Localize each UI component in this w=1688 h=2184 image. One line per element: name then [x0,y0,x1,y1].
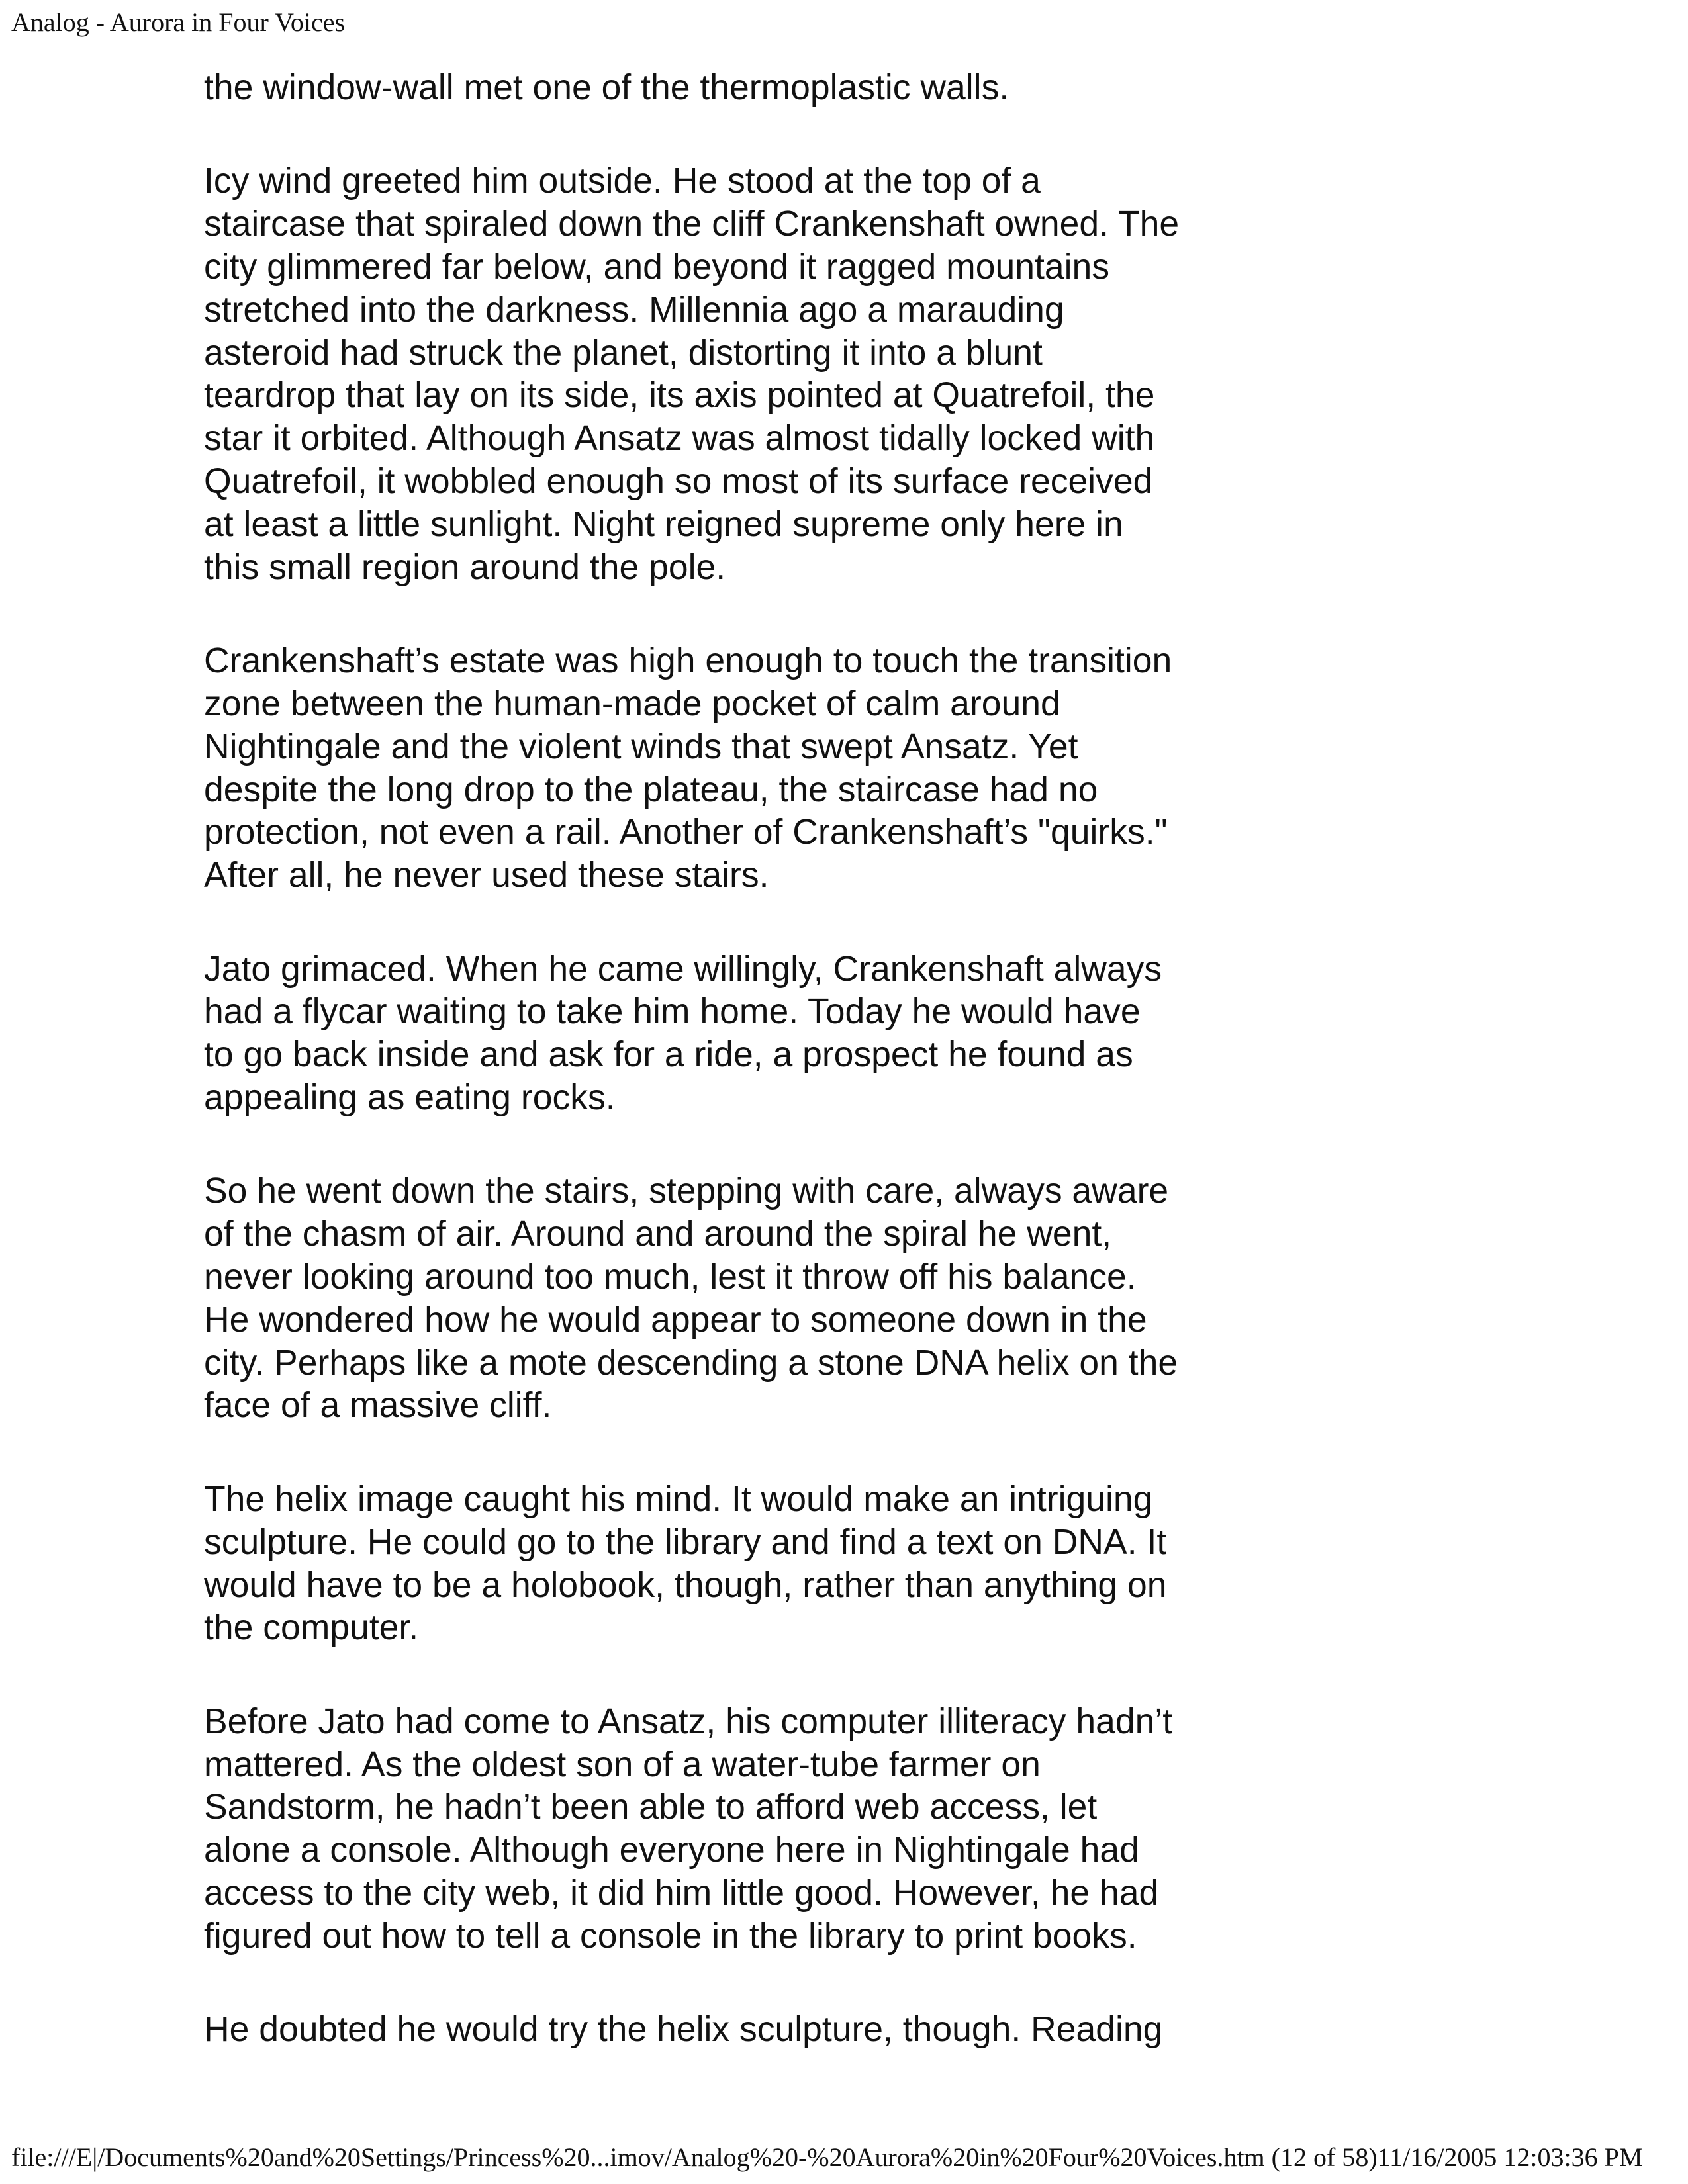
text-line: despite the long drop to the plateau, the staircase had no [204,770,1098,809]
text-line: to go back inside and ask for a ride, a prospect he found as [204,1035,1133,1075]
text-line: He wondered how he would appear to someone down in the [204,1300,1147,1340]
text-line: He doubted he would try the helix sculpture, though. Reading [204,2010,1163,2050]
text-line: After all, he never used these stairs. [204,856,769,895]
print-footer-url: file:///E|/Documents%20and%20Settings/Princess%20...imov/Analog%20-%20Aurora%20in%20Four%20Voices.htm (12 of 58)11/16/2005 12:03:36 PM [11,2142,1643,2172]
paragraph-8 [204,2009,1179,2052]
text-line: asteroid had struck the planet, distorting it into a blunt [204,333,1043,373]
text-line: So he went down the stairs, stepping with care, always aware [204,1171,1169,1211]
paragraph-5 [204,1170,1179,1428]
text-line: Icy wind greeted him outside. He stood at the top of a [204,161,1041,201]
text-line: appealing as eating rocks. [204,1078,616,1117]
text-line: Before Jato had come to Ansatz, his computer illiteracy hadn’t [204,1702,1173,1741]
text-line: had a flycar waiting to take him home. Today he would have [204,992,1141,1032]
print-header-title: Analog - Aurora in Four Voices [11,7,346,37]
text-line: at least a little sunlight. Night reigned supreme only here in [204,504,1123,544]
text-line: sculpture. He could go to the library and find a text on DNA. It [204,1522,1167,1562]
paragraph-2 [204,160,1179,589]
paragraph-7 [204,1701,1179,1958]
paragraph-3 [204,640,1179,897]
text-line: Crankenshaft’s estate was high enough to touch the transition [204,641,1172,681]
text-line: zone between the human-made pocket of calm around [204,684,1060,723]
text-line: never looking around too much, lest it throw off his balance. [204,1257,1137,1297]
text-line: The helix image caught his mind. It would make an intriguing [204,1479,1153,1519]
text-line: Jato grimaced. When he came willingly, Crankenshaft always [204,949,1162,989]
story-body [204,67,1179,2103]
text-line: city glimmered far below, and beyond it ragged mountains [204,248,1109,287]
text-line: staircase that spiraled down the cliff Crankenshaft owned. The [204,205,1180,244]
paragraph-4 [204,948,1179,1120]
text-line: alone a console. Although everyone here in Nightingale had [204,1831,1139,1870]
text-line: this small region around the pole. [204,547,726,587]
text-line: the window-wall met one of the thermoplastic walls. [204,68,1009,107]
text-line: figured out how to tell a console in the library to print books. [204,1916,1137,1956]
text-line: star it orbited. Although Ansatz was almost tidally locked with [204,419,1155,459]
text-line: of the chasm of air. Around and around the spiral he went, [204,1214,1112,1254]
text-line: teardrop that lay on its side, its axis pointed at Quatrefoil, the [204,376,1155,416]
paragraph-6 [204,1479,1179,1650]
text-line: Nightingale and the violent winds that swept Ansatz. Yet [204,727,1078,766]
text-line: Sandstorm, he hadn’t been able to afford web access, let [204,1788,1098,1827]
paragraph-1 [204,67,1179,110]
text-line: stretched into the darkness. Millennia ago a marauding [204,290,1064,330]
text-line: city. Perhaps like a mote descending a stone DNA helix on the [204,1343,1178,1383]
text-line: the computer. [204,1608,419,1648]
text-line: would have to be a holobook, though, rather than anything on [204,1565,1167,1605]
text-line: protection, not even a rail. Another of Crankenshaft’s "quirks." [204,813,1168,852]
text-line: Quatrefoil, it wobbled enough so most of its surface received [204,462,1153,502]
text-line: access to the city web, it did him little good. However, he had [204,1874,1159,1913]
text-line: mattered. As the oldest son of a water-tube farmer on [204,1745,1041,1784]
text-line: face of a massive cliff. [204,1386,552,1426]
